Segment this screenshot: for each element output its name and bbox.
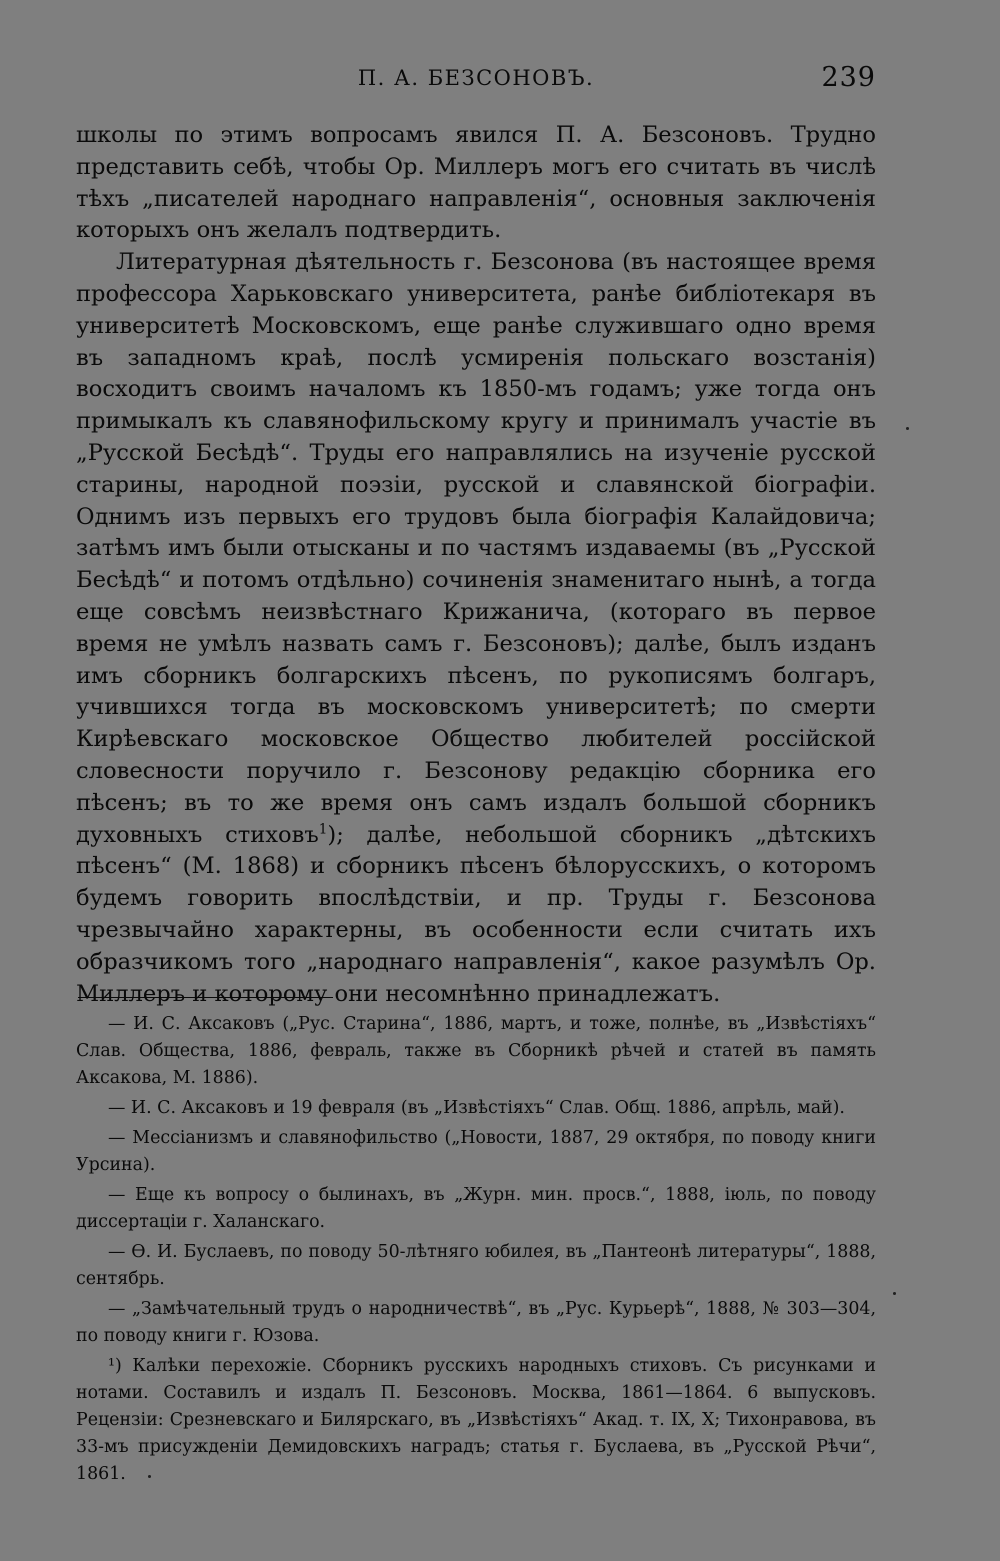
footnote-1-text: Калѣки перехожіе. Сборникъ русскихъ народныхъ стиховъ. Съ рисунками и нотами. Составилъ и издалъ П. Безсоновъ. Москва, 1861—1864. 6 выпусковъ. Рецензіи: Срезневскаго и Билярскаго, въ „Извѣстіяхъ“ Акад. т. IX, X; Тихонравова, въ 33-мъ присужденіи Демидовскихъ наградъ; статья г. Буслаева, въ „Русской Рѣчи“, 1861. <box>76 1356 876 1484</box>
footnote-entry: — И. С. Аксаковъ и 19 февраля (въ „Извѣстіяхъ“ Слав. Общ. 1886, апрѣль, май). <box>108 1098 845 1118</box>
footnote-divider <box>78 997 333 998</box>
scan-speck <box>148 1475 151 1478</box>
paragraph-2-part-2: ); далѣе, небольшой сборникъ „дѣтскихъ пѣсенъ“ (М. 1868) и сборникъ пѣсенъ бѣлорусскихъ, о которомъ будемъ говорить впослѣдствіи, и пр. Труды г. Безсонова чрезвычайно характерны, въ особенности если считать ихъ образчикомъ того „народнаго направленія“, какое разумѣлъ Ор. Миллеръ и которому они несомнѣнно принадлежатъ. <box>76 821 877 1007</box>
footnote-entry: — „Замѣчательный трудъ о народничествѣ“, въ „Рус. Курьерѣ“, 1888, № 303—304, по поводу книги г. Юзова. <box>76 1299 876 1346</box>
footnote-1-marker: ¹) <box>108 1356 122 1376</box>
footnote-entry: — Мессіанизмъ и славянофильство („Новости, 1887, 29 октября, по поводу книги Урсина). <box>76 1128 876 1175</box>
page-header <box>76 62 876 96</box>
footnote-entry: — И. С. Аксаковъ („Рус. Старина“, 1886, мартъ, и тоже, полнѣе, въ „Извѣстіяхъ“ Слав. Общества, 1886, февраль, также въ Сборникѣ рѣчей и статей въ память Аксакова, М. 1886). <box>76 1014 876 1088</box>
footnote-entry: — Еще къ вопросу о былинахъ, въ „Журн. мин. просв.“, 1888, іюль, по поводу диссертаціи г. Халанскаго. <box>76 1185 876 1232</box>
footnote-ref-number: 1 <box>318 821 328 837</box>
page-number: 239 <box>821 62 876 93</box>
paragraph-2-part-1: Литературная дѣятельность г. Безсонова (въ настоящее время профессора Харьковскаго университета, ранѣе библіотекаря въ университетѣ Московскомъ, еще ранѣе служившаго одно время въ западномъ краѣ, послѣ усмиренія польскаго возстанія) восходитъ своимъ началомъ къ 1850-мъ годамъ; уже тогда онъ примыкалъ къ славянофильскому кругу и принималъ участіе въ „Русской Бесѣдѣ“. Труды его направлялись на изученіе русской старины, народной поэзіи, русской и славянской біографіи. Однимъ изъ первыхъ его трудовъ была біографія Калайдовича; затѣмъ имъ были отысканы и по частямъ издаваемы (въ „Русской Бесѣдѣ“ и потомъ отдѣльно) сочиненія знаменитаго нынѣ, а тогда еще совсѣмъ неизвѣстнаго Крижанича, (котораго въ первое время не умѣлъ назвать самъ г. Безсоновъ); далѣе, былъ изданъ имъ сборникъ болгарскихъ пѣсенъ, по рукописямъ болгаръ, учившихся тогда въ московскомъ университетѣ; по смерти Кирѣевскаго московское Общество любителей россійской словесности поручило г. Безсонову редакцію сборника его пѣсенъ; въ то же время онъ самъ издалъ большой сборникъ духовныхъ стиховъ <box>76 249 876 848</box>
scan-speck <box>906 427 909 430</box>
running-title: П. А. БЕЗСОНОВЪ. <box>357 66 595 90</box>
paragraph-2 <box>76 247 876 1010</box>
main-text <box>76 120 876 1010</box>
paragraph-1: школы по этимъ вопросамъ явился П. А. Безсоновъ. Трудно представить себѣ, чтобы Ор. Миллеръ могъ его считать въ числѣ тѣхъ „писателей народнаго направленія“, основныя заключенія которыхъ онъ желалъ подтвердить. <box>76 122 876 244</box>
footnote-1 <box>76 1353 876 1488</box>
footnote-entry: — Ѳ. И. Буслаевъ, по поводу 50-лѣтняго юбилея, въ „Пантеонѣ литературы“, 1888, сентябрь. <box>76 1242 876 1289</box>
footnotes <box>76 1011 876 1491</box>
scan-speck <box>893 1292 896 1295</box>
